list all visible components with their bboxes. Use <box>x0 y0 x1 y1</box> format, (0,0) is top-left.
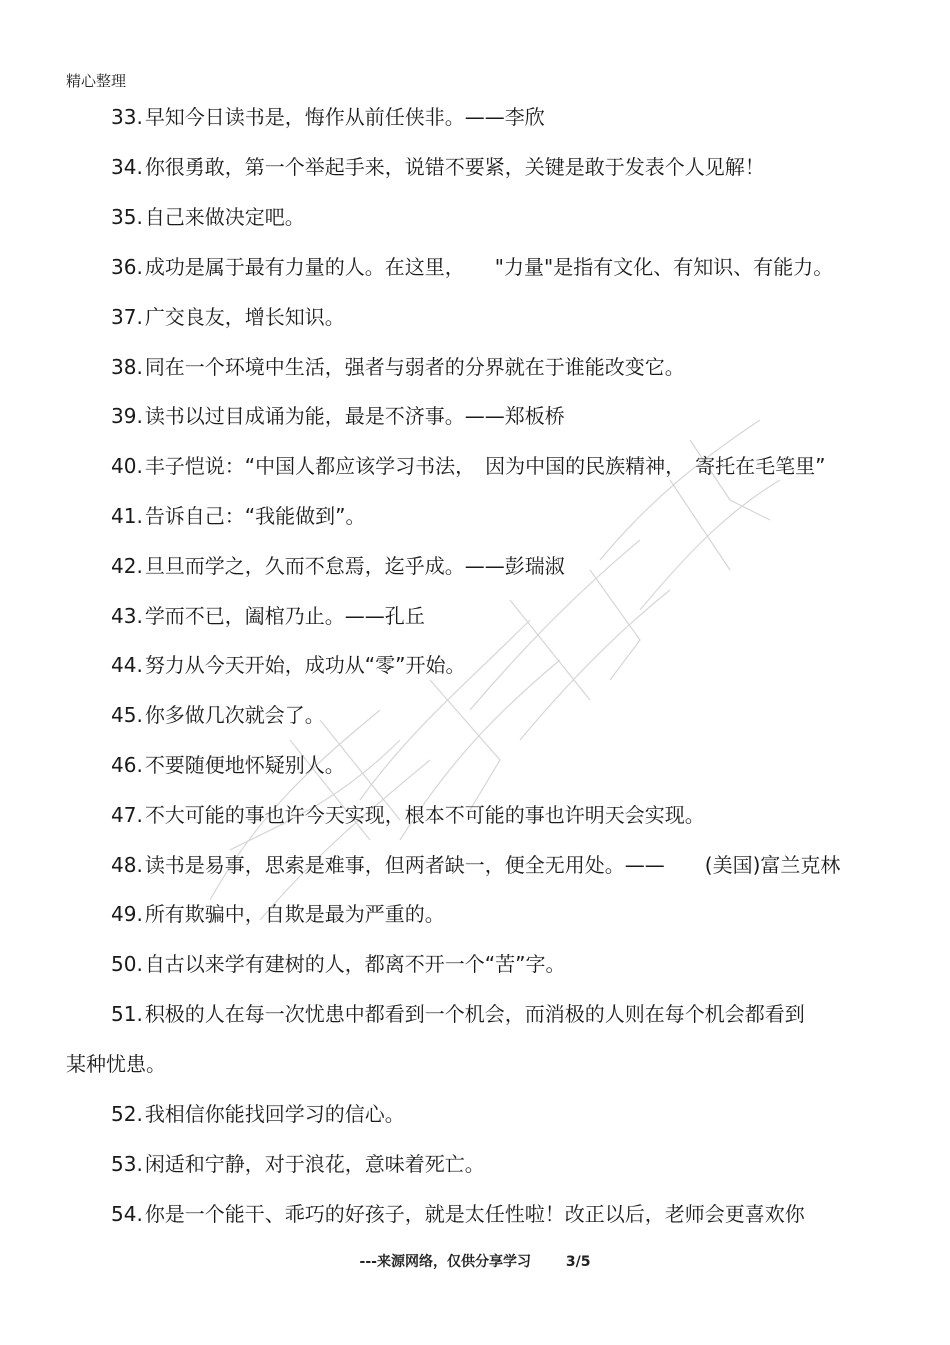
quote-line: 53. 闲适和宁静，对于浪花，意味着死亡。 <box>111 1152 485 1176</box>
quote-line: 38. 同在一个环境中生活，强者与弱者的分界就在于谁能改变它。 <box>111 355 685 379</box>
quote-line: 47. 不大可能的事也许今天实现，根本不可能的事也许明天会实现。 <box>111 803 705 827</box>
page-footer <box>0 1251 950 1271</box>
quote-line: 44. 努力从今天开始，成功从“零”开始。 <box>111 653 466 677</box>
quote-line: 45. 你多做几次就会了。 <box>111 703 325 727</box>
quote-line: 39. 读书以过目成诵为能，最是不济事。——郑板桥 <box>111 404 565 428</box>
quote-line: 48. 读书是易事，思索是难事，但两者缺一，便全无用处。—— (美国)富兰克林 <box>111 853 841 877</box>
quote-line: 49. 所有欺骗中，自欺是最为严重的。 <box>111 902 445 926</box>
quote-line: 43. 学而不已，阖棺乃止。——孔丘 <box>111 604 425 628</box>
quote-line: 50. 自古以来学有建树的人，都离不开一个“苦”字。 <box>111 952 566 976</box>
quote-line: 36. 成功是属于最有力量的人。在这里， "力量"是指有文化、有知识、有能力。 <box>111 255 834 279</box>
quote-line-continuation: 某种忧患。 <box>66 1052 166 1076</box>
quote-line: 33. 早知今日读书是，悔作从前任侠非。——李欣 <box>111 105 545 129</box>
quote-line: 37. 广交良友，增长知识。 <box>111 305 345 329</box>
quote-line: 41. 告诉自己：“我能做到”。 <box>111 504 366 528</box>
page-number: 3/5 <box>565 1254 591 1270</box>
quote-line: 46. 不要随便地怀疑别人。 <box>111 753 345 777</box>
quote-line: 40. 丰子恺说：“中国人都应该学习书法， 因为中国的民族精神， 寄托在毛笔里” <box>111 454 826 478</box>
quote-line: 52. 我相信你能找回学习的信心。 <box>111 1102 405 1126</box>
quote-line: 54. 你是一个能干、乖巧的好孩子，就是太任性啦！改正以后，老师会更喜欢你 <box>111 1202 805 1226</box>
quote-line: 34. 你很勇敢，第一个举起手来，说错不要紧，关键是敢于发表个人见解！ <box>111 155 765 179</box>
footer-source: ---来源网络，仅供分享学习 <box>359 1254 531 1270</box>
quote-line: 51. 积极的人在每一次忧患中都看到一个机会，而消极的人则在每个机会都看到 <box>111 1002 805 1026</box>
quote-line: 35. 自己来做决定吧。 <box>111 205 305 229</box>
quote-line: 42. 旦旦而学之，久而不怠焉，迄乎成。——彭瑞淑 <box>111 554 565 578</box>
header-label: 精心整理 <box>66 72 127 90</box>
